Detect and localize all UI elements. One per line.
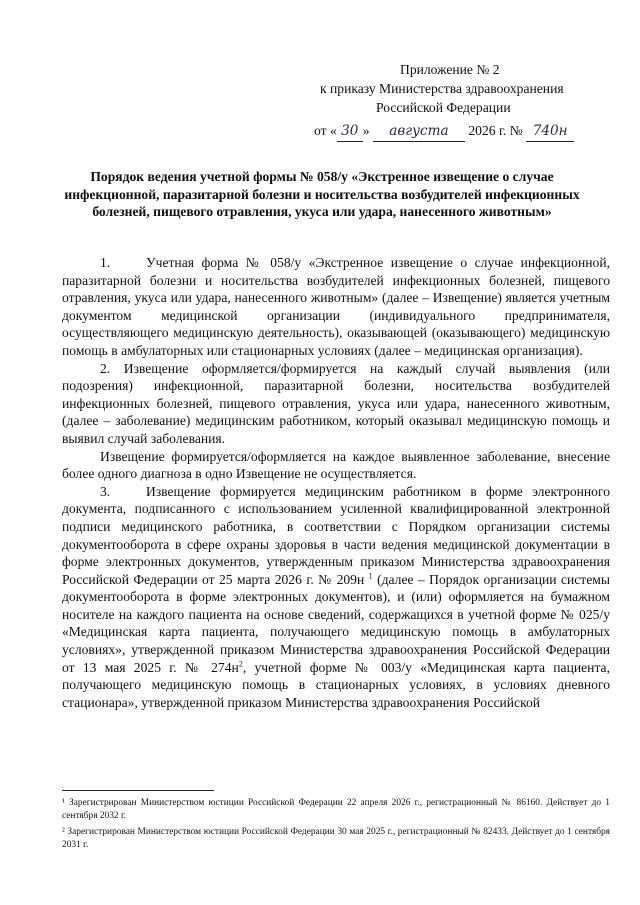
paragraph-3 [62, 483, 610, 712]
order-date-line [300, 121, 620, 142]
date-year: 2026 г. № [468, 123, 523, 138]
footnote-separator [62, 790, 214, 791]
date-month: августа [373, 122, 465, 142]
footnote-2: ² Зарегистрирован Министерством юстиции Российской Федерации 30 мая 2025 г., регистрационный № 82433. Действует до 1 сентября 2031 г. [62, 827, 610, 850]
footnotes [62, 797, 610, 855]
footnote-ref-2[interactable]: 2 [238, 659, 243, 669]
date-day: 30 [337, 122, 363, 142]
paragraph-2-continued: Извещение формируется/оформляется на каждое выявленное заболевание, внесение более одного диагноза в одно Извещение не осуществляется. [62, 448, 610, 482]
appendix-number: Приложение № 2 [400, 62, 500, 77]
paragraph-1-text: Учетная форма № 058/у «Экстренное извещение о случае инфекционной, паразитарной болезни и носительства возбудителей инфекционных болезней, пищевого отравления, укуса или удара, нанесенного животным» (далее – Извещение) является учетным документом медицинской организации (индивидуального предпринимателя, осуществляющего медицинскую деятельность), оказывающей (оказывающего) медицинскую помощь в амбулаторных или стационарных условиях (далее – медицинская организация). [62, 255, 610, 358]
paragraph-1 [62, 254, 610, 360]
federation-name: Российской Федерации [376, 100, 511, 115]
order-number: 740н [526, 122, 574, 142]
document-body [62, 254, 610, 711]
order-reference: к приказу Министерства здравоохранения [320, 81, 564, 96]
paragraph-3-number: 3. [100, 483, 111, 499]
paragraph-1-number: 1. [100, 255, 111, 270]
appendix-header [300, 60, 620, 142]
footnote-1: ¹ Зарегистрирован Министерством юстиции Российской Федерации 22 апреля 2026 г., регистрационный № 86160. Действует до 1 сентября 2032 г. [62, 798, 610, 821]
footnote-ref-1[interactable]: 1 [368, 571, 373, 581]
paragraph-3-text-a: Извещение формируется медицинским работником в форме электронного документа, подписанного с использованием усиленной квалифицированной электронной подписи медицинского работника, в соответствии с Порядком организации системы документооборота в сфере охраны здоровья в части ведения медицинской документации в форме электронных документов, утвержденным приказом Министерства здравоохранения Российской Федерации от 25 марта 2026 г. № 209н [62, 483, 610, 587]
date-prefix: от « [314, 123, 337, 138]
document-title: Порядок ведения учетной формы № 058/у «Экстренное извещение о случае инфекционной, паразитарной болезни и носительства возбудителей инфекционных болезней, пищевого отравления, укуса или удара, нанесенного животным» [64, 169, 580, 220]
paragraph-3-text-c: , учетной форме № 003/у «Медицинская карта пациента, получающего медицинскую помощь в стационарных условиях, в условиях дневного стационара», утвержденной приказом Министерства здравоохранения Российской [62, 659, 610, 710]
date-mid: » [362, 123, 370, 138]
paragraph-3-text-b: (далее – Порядок организации системы документооборота в форме электронных документов), и (или) оформляется на бумажном носителе на каждого пациента на основе сведений, содержащихся в учетной форме № 025/у «Медицинская карта пациента, получающего медицинскую помощь в амбулаторных условиях», утвержденной приказом Министерства здравоохранения Российской Федерации от 13 мая 2025 г. № 274н [62, 571, 610, 675]
paragraph-2: 2. Извещение оформляется/формируется на каждый случай выявления (или подозрения) инфекционной, паразитарной болезни, носительства возбудителей инфекционных болезней, пищевого отравления, укуса или удара, нанесенного животным, (далее – заболевание) медицинским работником, который оказывал медицинскую помощь и выявил случай заболевания. [62, 360, 610, 446]
